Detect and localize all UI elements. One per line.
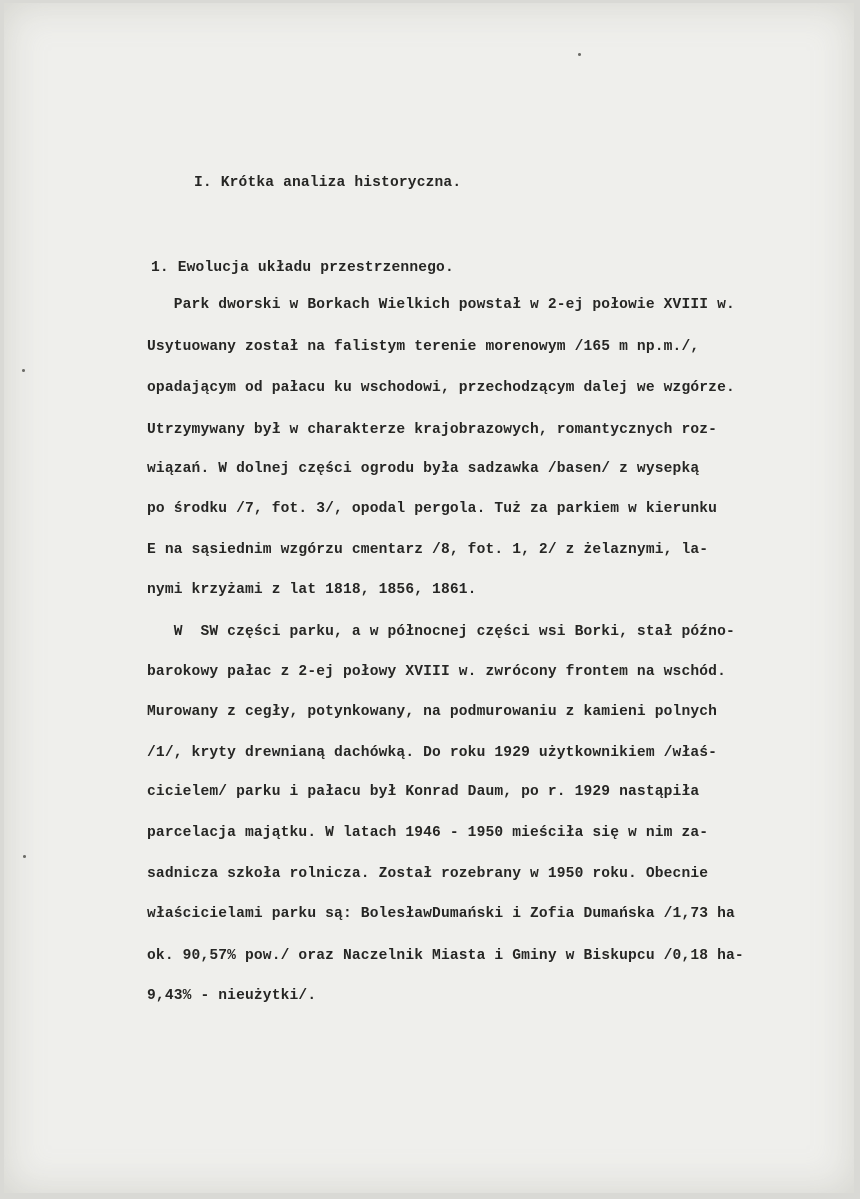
text-line: Murowany z cegły, potynkowany, na podmurowaniu z kamieni polnych	[147, 704, 718, 720]
text-line: /1/, kryty drewnianą dachówką. Do roku 1929 użytkownikiem /właś-	[147, 745, 718, 761]
text-line: opadającym od pałacu ku wschodowi, przechodzącym dalej we wzgórze.	[147, 380, 735, 396]
text-line: barokowy pałac z 2-ej połowy XVIII w. zwrócony frontem na wschód.	[147, 664, 726, 680]
subsection-heading: 1. Ewolucja układu przestrzennego.	[151, 260, 454, 276]
text-line: W SW części parku, a w północnej części wsi Borki, stał późno-	[147, 624, 735, 640]
text-line: 9,43% - nieużytki/.	[147, 988, 317, 1004]
text-line: sadnicza szkoła rolnicza. Został rozebrany w 1950 roku. Obecnie	[147, 866, 709, 882]
paper-speck	[22, 369, 25, 372]
paper-speck	[23, 855, 26, 858]
text-line: Usytuowany został na falistym terenie morenowym /165 m np.m./,	[147, 339, 700, 355]
text-line: właścicielami parku są: BolesławDumański i Zofia Dumańska /1,73 ha	[147, 906, 735, 922]
text-line: ok. 90,57% pow./ oraz Naczelnik Miasta i Gminy w Biskupcu /0,18 ha-	[147, 948, 744, 964]
text-line: Park dworski w Borkach Wielkich powstał w 2-ej połowie XVIII w.	[147, 297, 735, 313]
text-line: po środku /7, fot. 3/, opodal pergola. Tuż za parkiem w kierunku	[147, 501, 718, 517]
text-line: wiązań. W dolnej części ogrodu była sadzawka /basen/ z wysepką	[147, 461, 700, 477]
text-line: parcelacja majątku. W latach 1946 - 1950 mieściła się w nim za-	[147, 825, 709, 841]
text-line: E na sąsiednim wzgórzu cmentarz /8, fot. 1, 2/ z żelaznymi, la-	[147, 542, 709, 558]
text-line: Utrzymywany był w charakterze krajobrazowych, romantycznych roz-	[147, 422, 718, 438]
text-line: nymi krzyżami z lat 1818, 1856, 1861.	[147, 582, 477, 598]
section-heading: I. Krótka analiza historyczna.	[194, 175, 462, 191]
document-page	[4, 3, 854, 1193]
paper-speck	[578, 53, 581, 56]
text-line: cicielem/ parku i pałacu był Konrad Daum, po r. 1929 nastąpiła	[147, 784, 700, 800]
